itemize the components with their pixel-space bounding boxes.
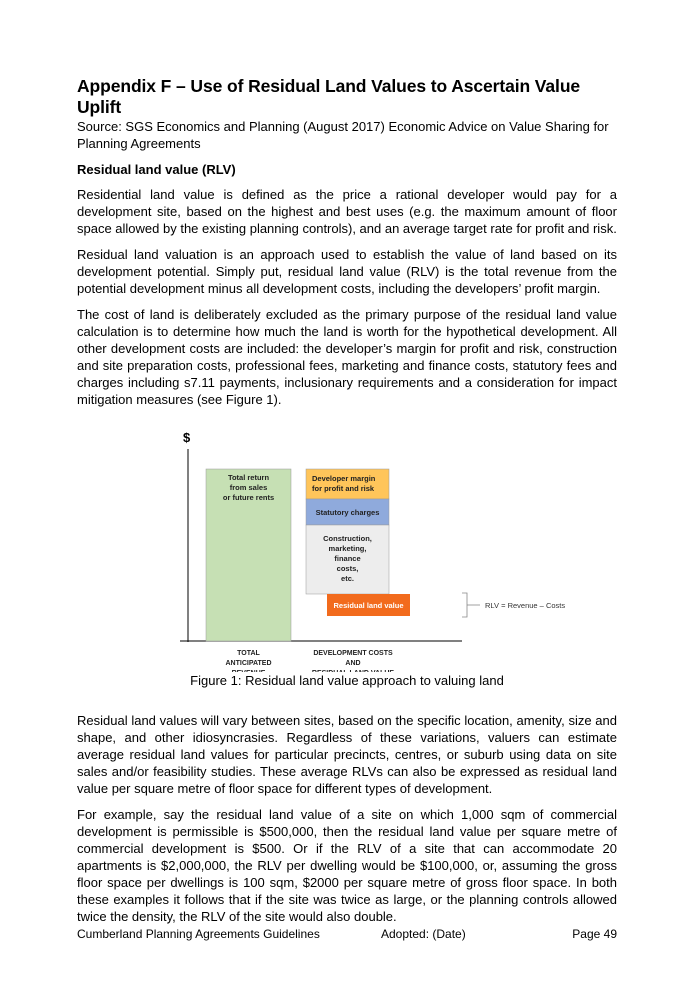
x-label-revenue-line-1: TOTAL [237,650,260,657]
revenue-label-line-2: from sales [229,483,268,492]
paragraph-4: Residual land values will vary between sites, based on the specific location, amenity, size and shape, and other idiosyncrasies. Regardless of these variations, valuers can estimate average residual land values for particular precincts, centres, or suburb using data on site sales and/or feasibility studies. These average RLVs can also be expressed as residual land value per square metre of floor space for different types of development. [77,713,617,796]
source-line: Source: SGS Economics and Planning (August 2017) Economic Advice on Value Sharing for Planning Agreements [77,119,609,151]
developer-margin-label-line-2: for profit and risk [312,484,375,493]
revenue-label-line-1: Total return [227,473,270,482]
statutory-charges-label: Statutory charges [315,508,380,517]
document-page [77,76,617,934]
y-axis-label: $ [183,430,191,445]
construction-label-line-4: costs, [336,564,359,573]
page-title: Appendix F – Use of Residual Land Values to Ascertain Value Uplift [77,76,581,117]
paragraph-5: For example, say the residual land value of a site on which 1,000 sqm of commercial development is permissible is $500,000, then the residual land value per square metre of commercial development is $500. Or if the RLV of a site that can accommodate 20 apartments is $2,000,000, the RLV per dwelling would be $100,000, or, assuming the gross floor space per dwellings is 100 sqm, $2000 per square metre of gross floor space. In both these examples it follows that if the site was twice as large, or the planning controls allowed twice the density, the RLV of the site would also double. [77,807,617,924]
construction-label-line-5: etc. [341,574,354,583]
figure-caption: Figure 1: Residual land value approach to valuing land [190,673,504,688]
developer-margin-label-line-1: Developer margin [312,474,376,483]
paragraph-2: Residual land valuation is an approach used to establish the value of land based on its development potential. Simply put, residual land value (RLV) is the total revenue from the potential development minus all development costs, including the developers’ profit margin. [77,247,617,296]
construction-label-line-1: Construction, [323,534,372,543]
figure-diagram [77,417,617,672]
x-label-revenue-line-2: ANTICIPATED [225,660,272,667]
paragraph-3: The cost of land is deliberately excluded as the primary purpose of the residual land value calculation is to determine how much the land is worth for the hypothetical development. All other development costs are included: the developer’s margin for profit and risk, construction and site preparation costs, professional fees, marketing and finance costs, statutory fees and charges including s7.11 payments, inclusionary requirements and a consideration for impact mitigation measures (see Figure 1). [77,307,617,407]
paragraph-1: Residential land value is defined as the price a rational developer would pay for a development site, based on the highest and best uses (e.g. the maximum amount of floor space allowed by the existing planning controls), and an average target rate for profit and risk. [77,187,617,236]
footer-document-title: Cumberland Planning Agreements Guidelines [77,927,320,941]
section-heading: Residual land value (RLV) [77,162,236,177]
x-label-costs-line-2: AND [345,660,361,667]
footer-page-number: Page 49 [572,927,617,941]
rlv-equation-label: RLV = Revenue – Costs [485,601,566,610]
x-label-costs-line-3 [312,670,395,672]
residual-land-value-label: Residual land value [333,601,404,610]
rlv-bracket [462,593,467,617]
x-label-costs-line-1: DEVELOPMENT COSTS [313,650,393,657]
footer-adopted-date: Adopted: (Date) [381,927,466,941]
revenue-label-line-3: or future rents [222,493,275,502]
figure-residual-land-value [77,417,617,672]
construction-label-line-2: marketing, [328,544,367,553]
construction-label-line-3: finance [334,554,361,563]
x-label-revenue-line-3 [232,670,266,672]
